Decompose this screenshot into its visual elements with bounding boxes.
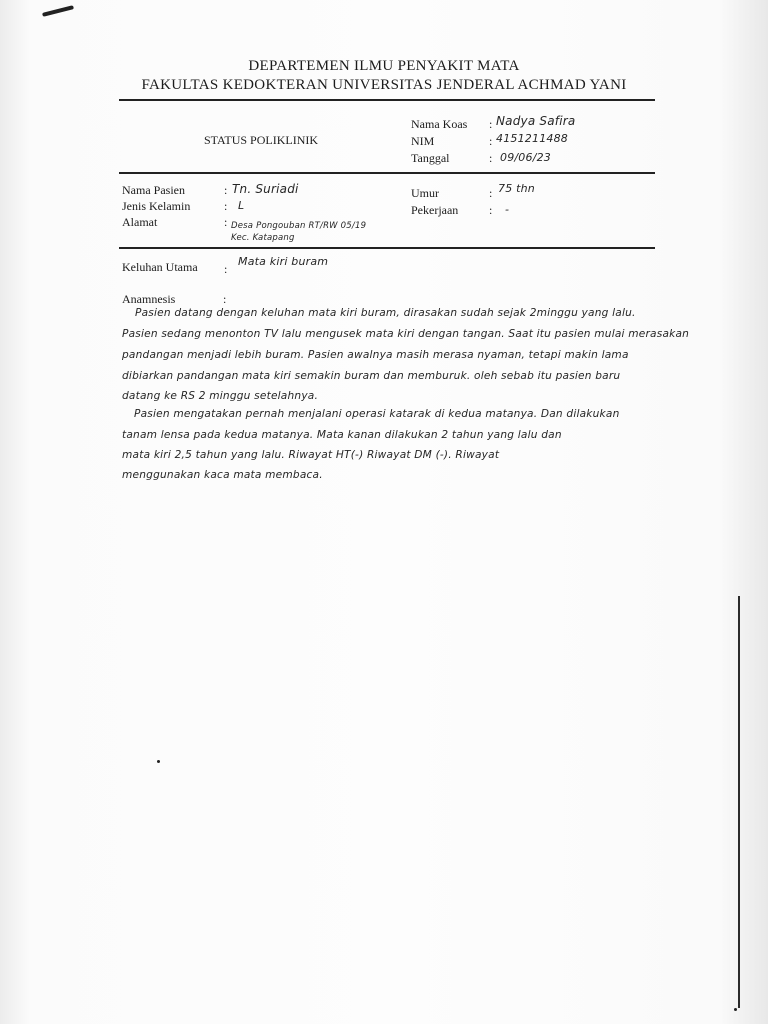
ink-dot [157, 760, 160, 763]
age-value: 75 thn [498, 182, 535, 195]
koas-name-label: Nama Koas [411, 117, 468, 131]
nim-value: 4151211488 [496, 132, 568, 145]
top-rule [119, 99, 655, 101]
colon: : [489, 117, 493, 131]
address-line-1: Desa Pongouban RT/RW 05/19 [231, 221, 367, 231]
chief-complaint-value: Mata kiri buram [238, 255, 329, 268]
form-title: STATUS POLIKLINIK [204, 133, 319, 147]
anamnesis-line: dibiarkan pandangan mata kiri semakin buram dan memburuk. oleh sebab itu pasien baru [122, 370, 621, 382]
section-rule [119, 172, 655, 174]
address-line-2: Kec. Katapang [231, 233, 295, 243]
anamnesis-line: Pasien datang dengan keluhan mata kiri buram, dirasakan sudah sejak 2minggu yang lalu. [135, 307, 636, 319]
colon: : [489, 186, 493, 200]
anamnesis-line: datang ke RS 2 minggu setelahnya. [122, 390, 319, 402]
chief-complaint-label: Keluhan Utama [122, 260, 198, 274]
section-rule [119, 247, 655, 249]
colon: : [489, 203, 493, 217]
colon: : [224, 183, 228, 197]
colon: : [224, 199, 228, 213]
anamnesis-line: tanam lensa pada kedua matanya. Mata kanan dilakukan 2 tahun yang lalu dan [122, 429, 562, 441]
age-label: Umur [411, 186, 439, 200]
gender-label: Jenis Kelamin [122, 199, 191, 213]
anamnesis-line: Pasien sedang menonton TV lalu mengusek mata kiri dengan tangan. Saat itu pasien mulai merasakan [122, 328, 690, 340]
colon: : [224, 262, 228, 276]
pen-mark [42, 5, 74, 17]
colon: : [489, 151, 493, 165]
patient-name-value: Tn. Suriadi [232, 182, 299, 196]
anamnesis-line: pandangan menjadi lebih buram. Pasien awalnya masih merasa nyaman, tetapi makin lama [122, 349, 629, 361]
colon: : [224, 215, 228, 229]
address-label: Alamat [122, 215, 158, 229]
faculty-title: FAKULTAS KEDOKTERAN UNIVERSITAS JENDERAL ACHMAD YANI [141, 77, 627, 93]
department-title: DEPARTEMEN ILMU PENYAKIT MATA [248, 58, 520, 74]
anamnesis-line: Pasien mengatakan pernah menjalani operasi katarak di kedua matanya. Dan dilakukan [134, 408, 620, 420]
koas-name-value: Nadya Safira [496, 114, 576, 128]
colon: : [223, 292, 227, 306]
occupation-value: - [505, 203, 510, 216]
anamnesis-line: menggunakan kaca mata membaca. [122, 469, 323, 481]
page-edge-line [738, 596, 740, 1008]
anamnesis-line: mata kiri 2,5 tahun yang lalu. Riwayat HT(-) Riwayat DM (-). Riwayat [122, 449, 500, 461]
colon: : [489, 134, 493, 148]
tanggal-label: Tanggal [411, 151, 450, 165]
tanggal-value: 09/06/23 [500, 151, 552, 164]
patient-name-label: Nama Pasien [122, 183, 185, 197]
gender-value: L [238, 199, 245, 212]
ink-dot [734, 1008, 737, 1011]
occupation-label: Pekerjaan [411, 203, 459, 217]
nim-label: NIM [411, 134, 435, 148]
anamnesis-label: Anamnesis [122, 292, 176, 306]
